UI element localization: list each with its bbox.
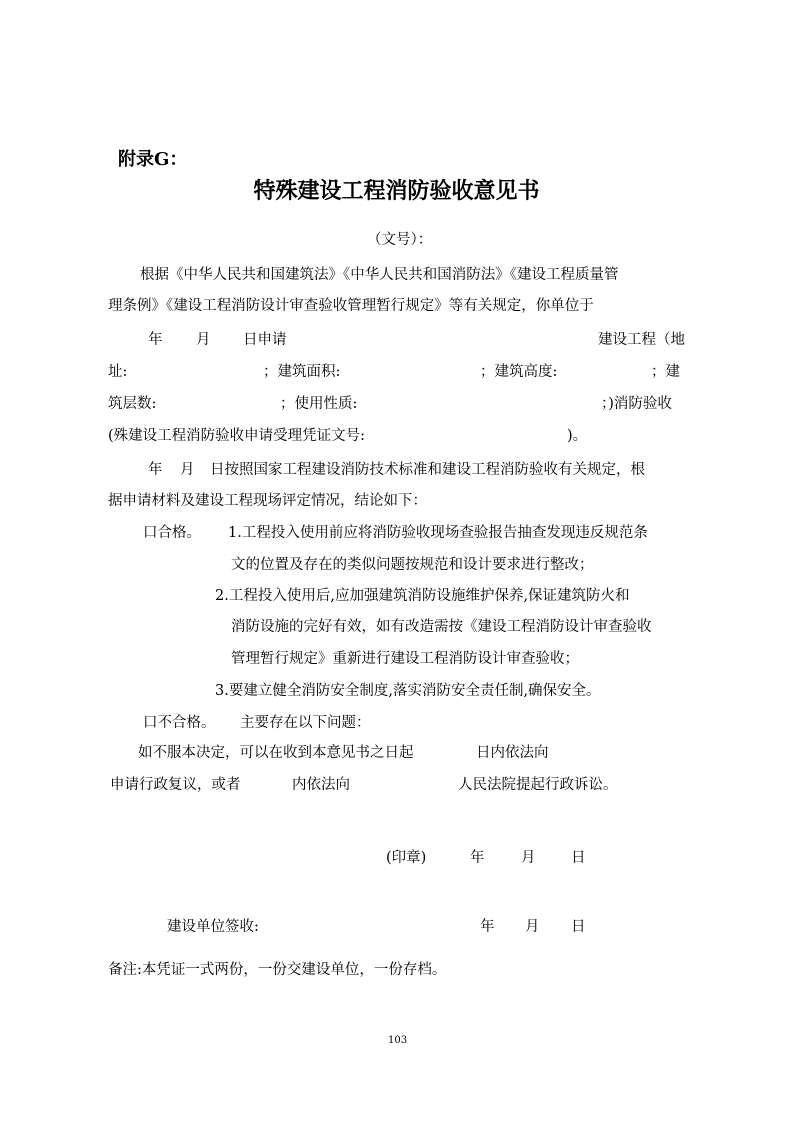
basis-line-2: 据申请材料及建设工程现场评定情况，结论如下：	[108, 493, 427, 509]
receipt-number-label: (殊建设工程消防验收申请受理凭证文号:	[108, 428, 366, 444]
basis-text: 日按照国家工程建设消防技术标准和建设工程消防验收有关规定，根	[210, 462, 645, 478]
qualified-option[interactable]: 口合格。	[143, 525, 201, 541]
remark-note: 备注:本凭证一式两份，一份交建设单位，一份存档。	[108, 962, 447, 978]
qualified-item-2-line-3: 管理暂行规定》重新进行建设工程消防设计审查验收；	[231, 651, 579, 667]
area-label: ；建筑面积:	[263, 364, 341, 380]
qualified-item-3: 3.要建立健全消防安全制度,落实消防安全责任制,确保安全。	[215, 683, 601, 699]
basis-month-label: 月	[180, 462, 195, 478]
intro-line-1: 根据《中华人民共和国建筑法》《中华人民共和国消防法》《建设工程质量管	[140, 267, 619, 283]
appeal-line-1-b: 日内依法向	[476, 745, 549, 761]
seal-year-label: 年	[470, 850, 485, 866]
appeal-line-1-a: 如不服本决定，可以在收到本意见书之日起	[138, 745, 414, 761]
appendix-label: 附录G：	[118, 149, 188, 170]
height-label: ；建筑高度:	[480, 364, 558, 380]
appeal-line-2-a: 申请行政复议，或者	[110, 777, 241, 793]
apply-year-label: 年	[148, 332, 163, 348]
page-title: 特殊建设工程消防验收意见书	[253, 178, 540, 204]
receipt-month-label: 月	[525, 919, 540, 935]
apply-day-label: 日申请	[243, 332, 287, 348]
use-label: ；使用性质:	[280, 396, 358, 412]
page-number: 103	[388, 1035, 408, 1046]
address-label: 址:	[108, 364, 128, 380]
qualified-item-2-line-1: 2.工程投入使用后,应加强建筑消防设施维护保养,保证建筑防火和	[215, 588, 630, 604]
fire-acceptance-label: ；)消防验收	[601, 396, 672, 412]
issues-label: 主要存在以下问题：	[240, 715, 371, 731]
intro-line-2: 理条例》《建设工程消防设计审查验收管理暂行规定》等有关规定，你单位于	[108, 298, 594, 314]
seal-month-label: 月	[521, 850, 536, 866]
receipt-number-end: )。	[567, 428, 588, 444]
appeal-line-2-c: 人民法院提起行政诉讼。	[458, 777, 618, 793]
seal-day-label: 日	[571, 850, 586, 866]
unqualified-option[interactable]: 口不合格。	[143, 715, 216, 731]
qualified-item-2-line-2: 消防设施的完好有效，如有改造需按《建设工程消防设计审查验收	[231, 619, 652, 635]
basis-year-label: 年	[148, 462, 163, 478]
qualified-item-1-line-1: 1.工程投入使用前应将消防验收现场查验报告抽查发现违反规范条	[228, 525, 648, 541]
receipt-day-label: 日	[571, 919, 586, 935]
appeal-line-2-b: 内依法向	[292, 777, 350, 793]
seal-label: (印章)	[386, 850, 427, 866]
receipt-year-label: 年	[480, 919, 495, 935]
qualified-item-1-line-2: 文的位置及存在的类似问题按规范和设计要求进行整改；	[231, 557, 594, 573]
receipt-signature-label: 建设单位签收:	[167, 919, 259, 935]
floors-label: 筑层数:	[108, 396, 157, 412]
building-label-tail: ；建	[651, 364, 680, 380]
apply-month-label: 月	[196, 332, 211, 348]
doc-number-label: （文号）：	[367, 232, 433, 248]
project-label: 建设工程（地	[598, 332, 685, 348]
